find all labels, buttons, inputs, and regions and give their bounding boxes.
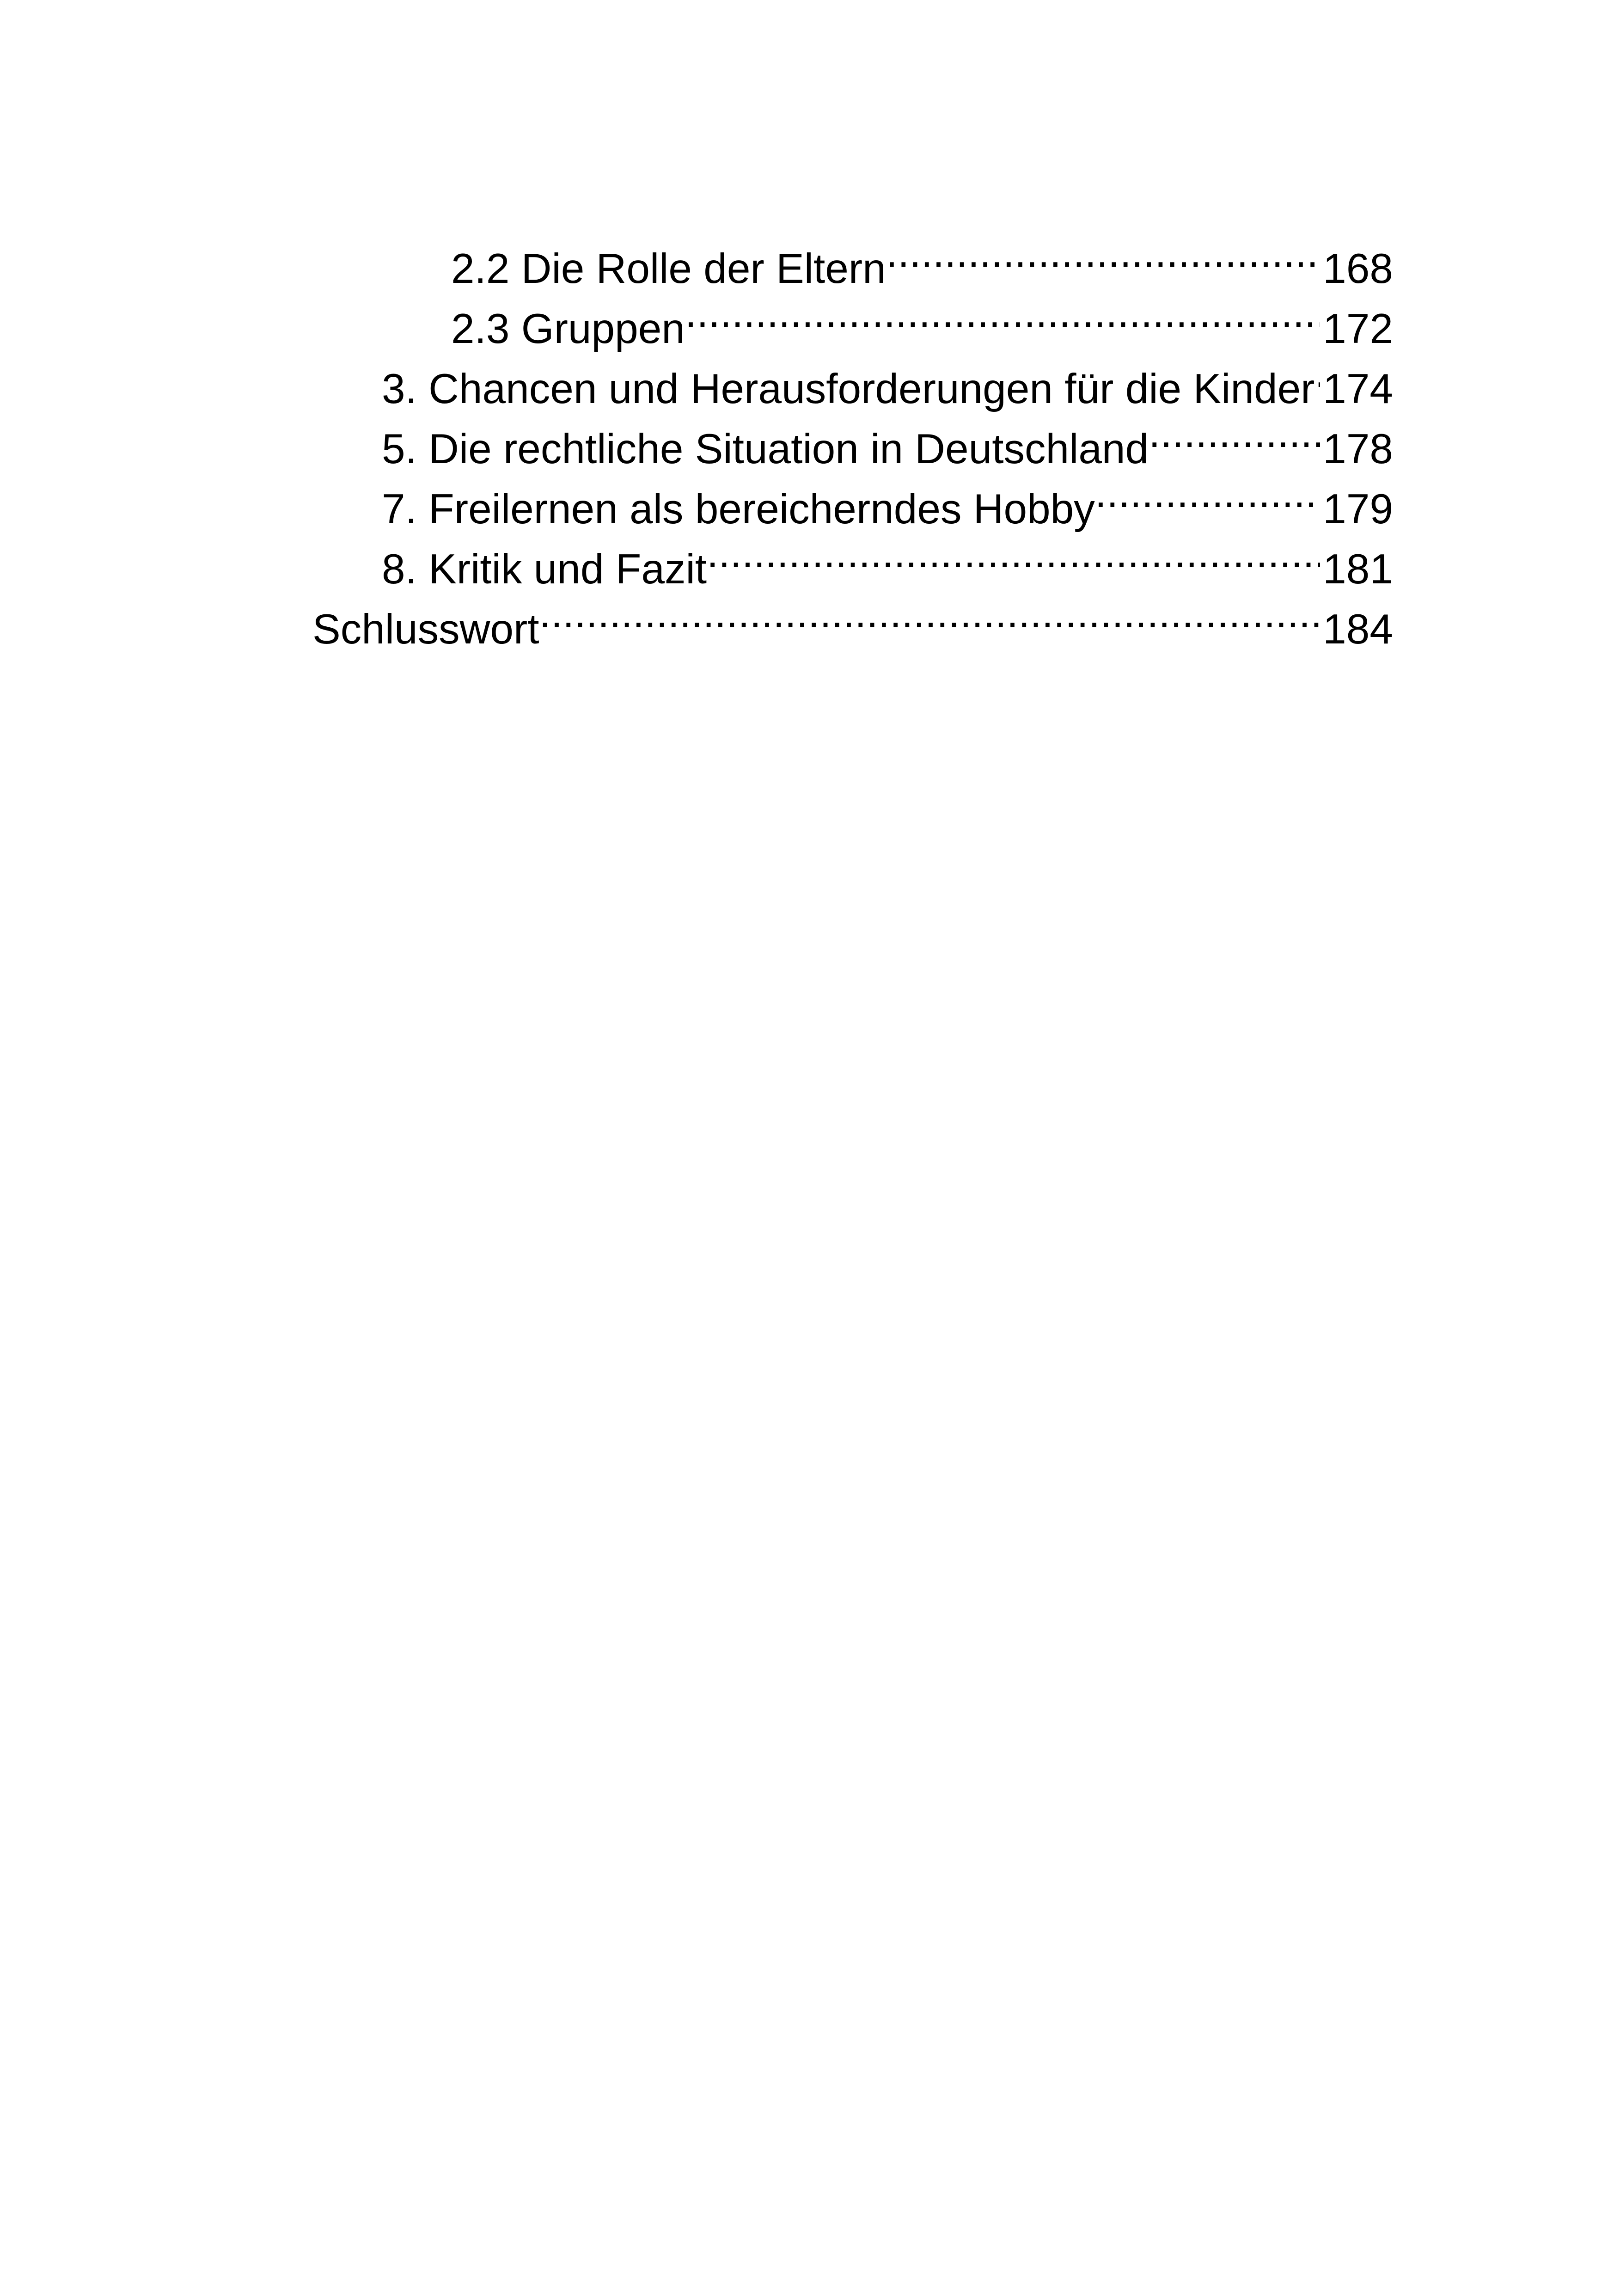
toc-dot-leader (685, 283, 1320, 343)
toc-entry-page: 178 (1323, 426, 1393, 472)
toc-dot-leader (707, 523, 1320, 583)
toc-entry-title: Schlusswort (312, 606, 539, 653)
toc-entry-title: 2.3 Gruppen (451, 306, 685, 352)
toc-entry-title: 8. Kritik und Fazit (382, 546, 707, 593)
toc-dot-leader (1095, 463, 1320, 523)
toc-entry-title: 7. Freilernen als bereicherndes Hobby (382, 486, 1095, 533)
toc-entry-title: 5. Die rechtliche Situation in Deutschland (382, 426, 1149, 472)
toc-entry-page: 168 (1323, 245, 1393, 292)
toc-entry-page: 172 (1323, 306, 1393, 352)
toc-entry-title: 2.2 Die Rolle der Eltern (451, 245, 886, 292)
toc-entry-page: 174 (1323, 366, 1393, 412)
toc-entry-title: 3. Chancen und Herausforderungen für die Kinder (382, 366, 1315, 412)
toc-dot-leader (539, 583, 1321, 643)
toc-dot-leader (886, 223, 1320, 283)
toc-dot-leader (1149, 403, 1320, 463)
toc-entry-page: 181 (1323, 546, 1393, 593)
toc-entry-page: 184 (1323, 606, 1393, 653)
toc-entry-page: 179 (1323, 486, 1393, 533)
toc-entry[interactable] (312, 223, 1393, 292)
table-of-contents (312, 223, 1393, 653)
toc-dot-leader (1315, 343, 1321, 403)
